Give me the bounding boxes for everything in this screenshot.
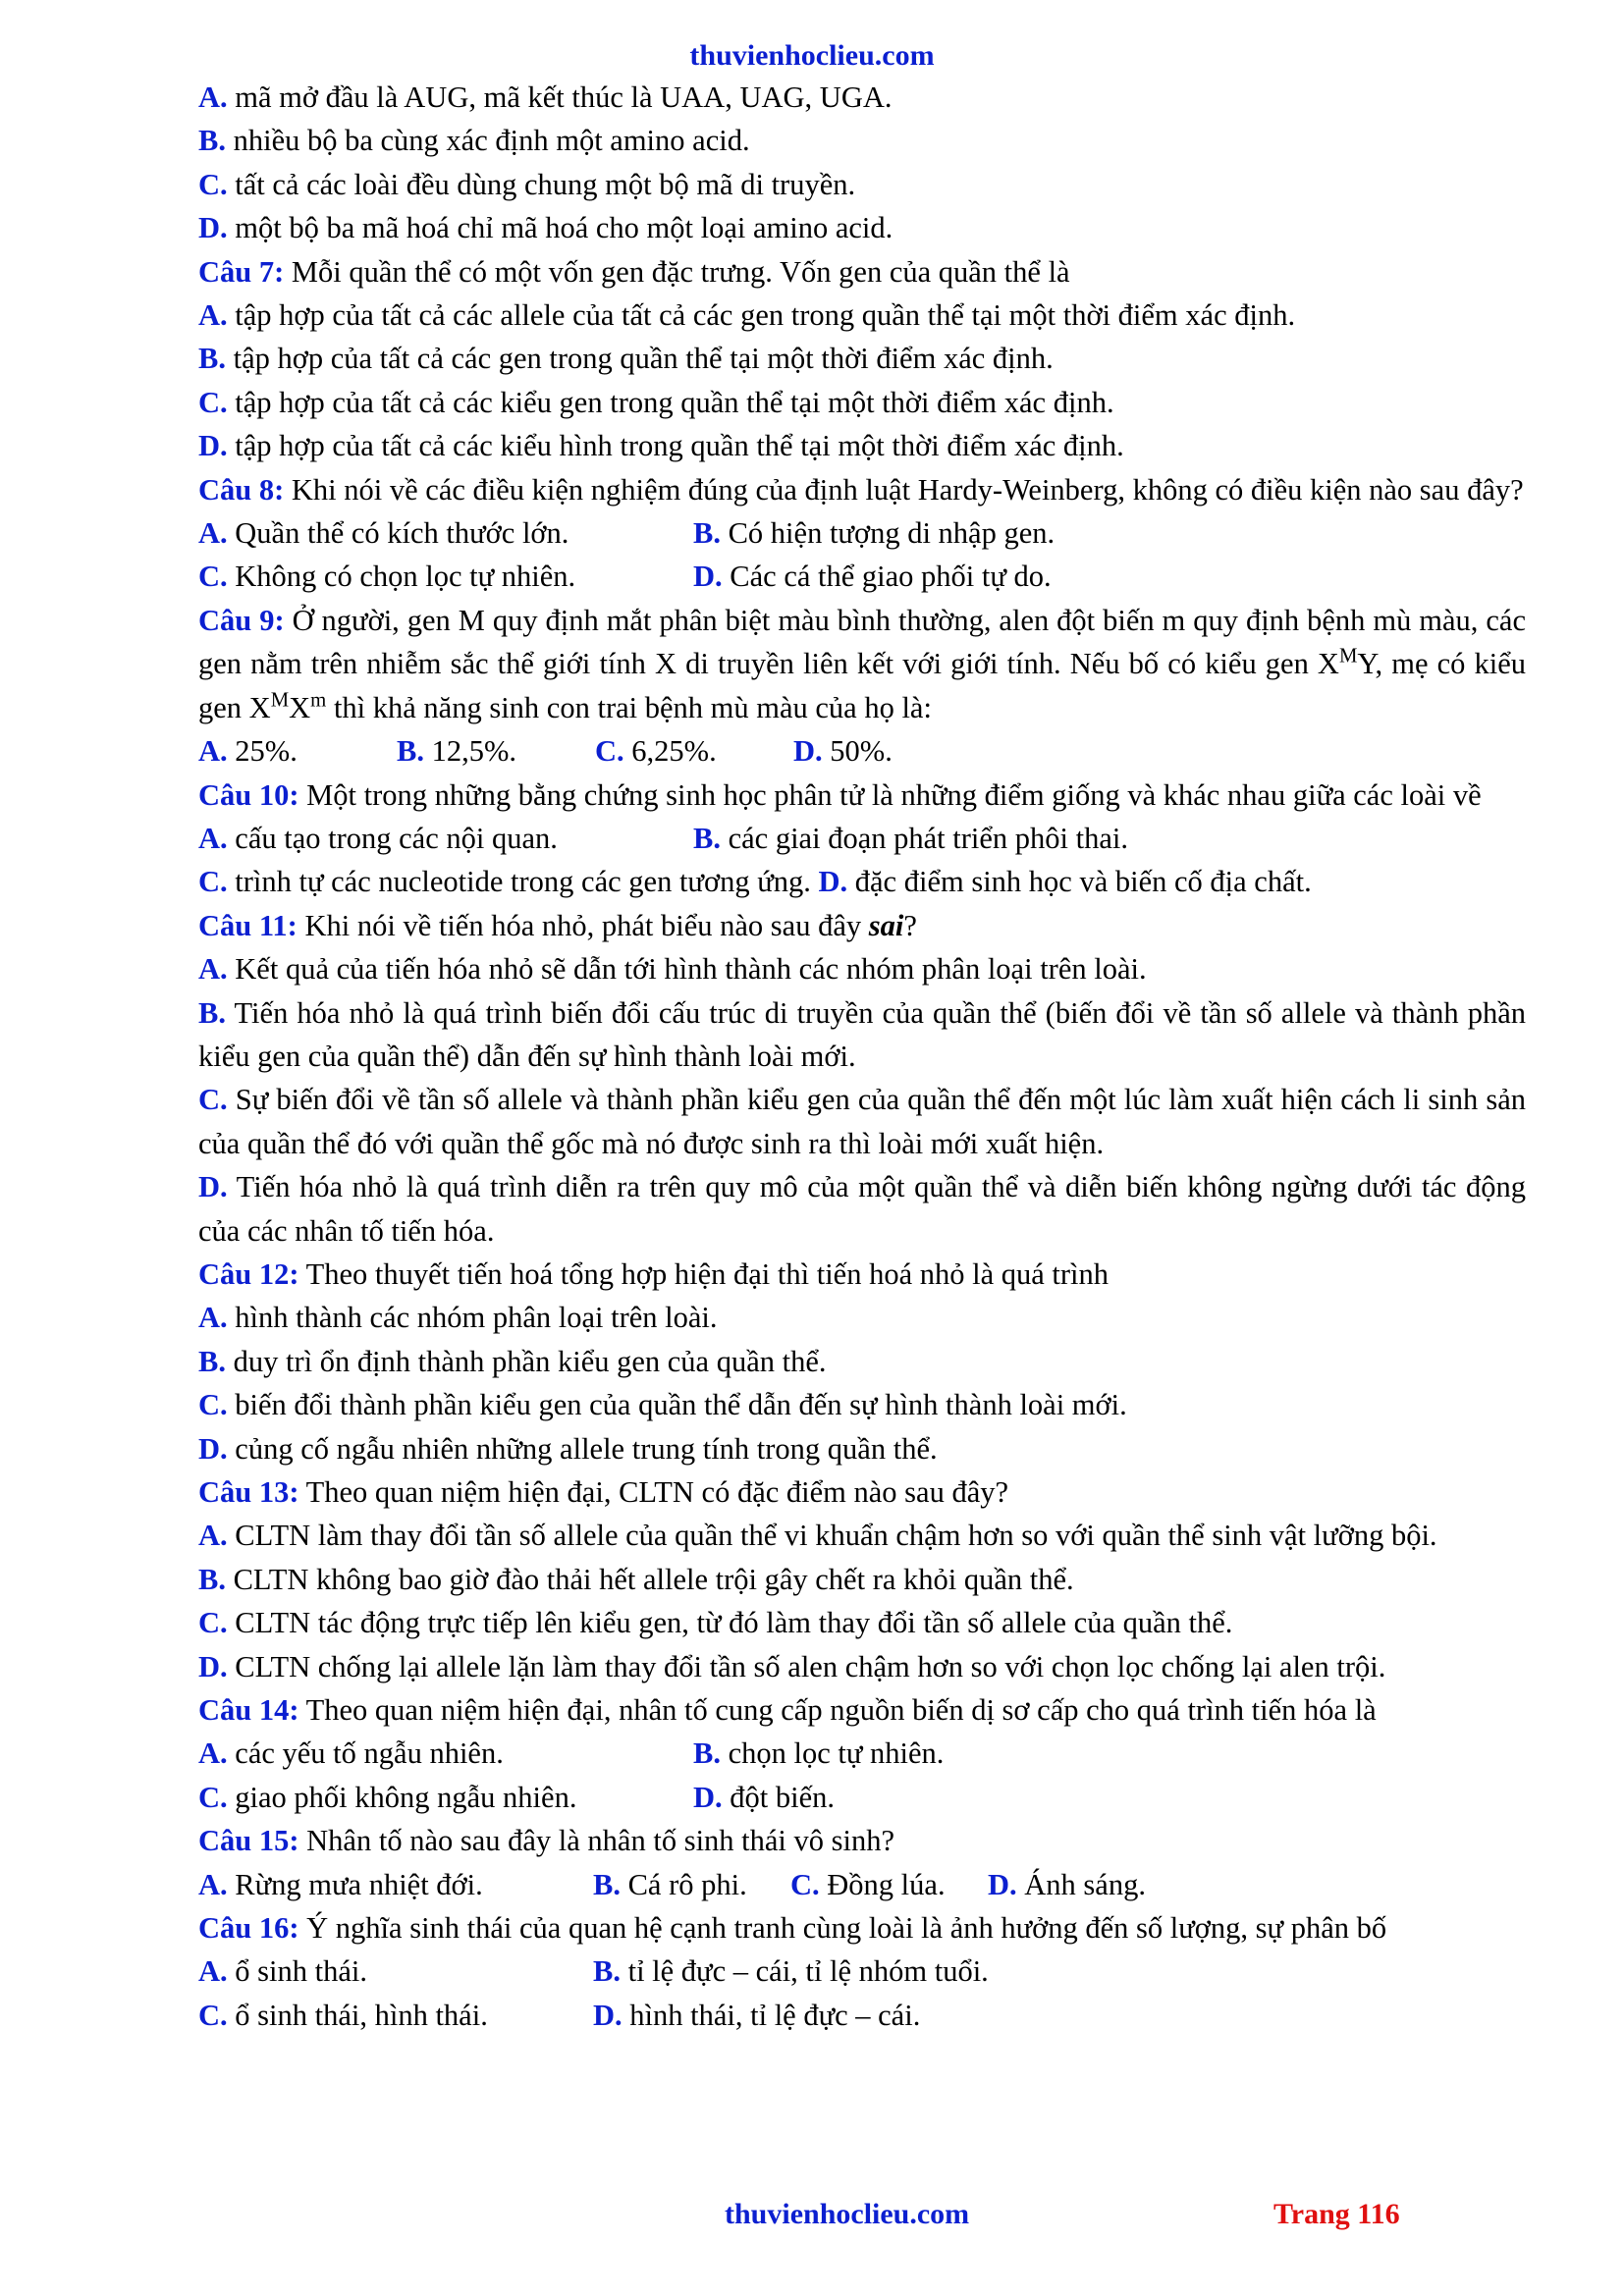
option-label: B. (198, 995, 226, 1030)
q15-option-b (593, 1863, 790, 1906)
option-label: A. (198, 1519, 228, 1553)
option-text: CLTN làm thay đổi tần số allele của quần thể vi khuẩn chậm hơn so với quần thể sinh vật lưỡng bội. (235, 1519, 1437, 1553)
option-label: A. (198, 734, 228, 769)
option-label: D. (818, 865, 848, 899)
option-label: A. (198, 1867, 228, 1901)
q10-option-c (198, 865, 811, 898)
option-label: D. (198, 429, 228, 463)
q8-options-row1 (198, 511, 1526, 555)
option-text: Sự biến đổi về tần số allele và thành phần kiểu gen của quần thể đến một lúc làm xuất hiện cách li sinh sản của quần thể đó với quần thể gốc mà nó được sinh ra thì loài mới xuất hiện. (198, 1083, 1526, 1160)
q16-stem (198, 1906, 1526, 1949)
question-text: thì khả năng sinh con trai bệnh mù màu của họ là: (326, 690, 932, 724)
option-text: tập hợp của tất cả các kiểu hình trong quần thể tại một thời điểm xác định. (235, 429, 1124, 463)
q15-option-c (790, 1863, 988, 1906)
option-label: D. (793, 734, 823, 769)
question-label: Câu 7: (198, 254, 285, 289)
option-text: Đồng lúa. (827, 1867, 946, 1901)
question-text: Y, mẹ có kiểu gen X (198, 647, 1526, 724)
question-text: Mỗi quần thể có một vốn gen đặc trưng. Vốn gen của quần thể là (291, 254, 1070, 289)
q6-option-c (198, 163, 1526, 206)
q16-options-row2 (198, 1994, 1526, 2037)
q16-option-c (198, 1994, 593, 2037)
emphasis-text: sai (868, 908, 904, 942)
option-text: giao phối không ngẫu nhiên. (235, 1780, 577, 1814)
q10-options-row1 (198, 817, 1526, 860)
option-text: Không có chọn lọc tự nhiên. (235, 560, 576, 594)
q14-options-row1 (198, 1732, 1526, 1775)
question-text: Theo quan niệm hiện đại, CLTN có đặc điểm nào sau đây? (305, 1475, 1009, 1509)
option-label: B. (593, 1867, 621, 1901)
option-label: D. (593, 1998, 623, 2032)
option-text: tất cả các loài đều dùng chung một bộ mã di truyền. (235, 167, 856, 201)
q7-stem (198, 250, 1526, 294)
option-label: B. (593, 1954, 621, 1989)
option-text: Quần thể có kích thước lớn. (235, 516, 569, 551)
superscript: M (1338, 645, 1358, 667)
question-text: Ý nghĩa sinh thái của quan hệ cạnh tranh cùng loài là ảnh hưởng đến số lượng, sự phân bố (306, 1911, 1387, 1946)
q11-option-c (198, 1078, 1526, 1165)
option-text: một bộ ba mã hoá chỉ mã hoá cho một loại amino acid. (235, 211, 893, 245)
option-text: tỉ lệ đực – cái, tỉ lệ nhóm tuổi. (627, 1954, 989, 1989)
option-label: B. (693, 1736, 721, 1771)
question-text: Theo quan niệm hiện đại, nhân tố cung cấp nguồn biến dị sơ cấp cho quá trình tiến hóa là (305, 1693, 1377, 1728)
option-text: CLTN không bao giờ đào thải hết allele trội gây chết ra khỏi quần thể. (233, 1562, 1074, 1596)
page-number: Trang 116 (1273, 2198, 1400, 2230)
question-text: Một trong những bằng chứng sinh học phân tử là những điểm giống và khác nhau giữa các loài về (306, 777, 1482, 812)
q14-option-b (693, 1732, 1526, 1775)
option-label: B. (198, 124, 226, 158)
q13-option-a (198, 1514, 1526, 1557)
option-text: CLTN chống lại allele lặn làm thay đổi tần số alen chậm hơn so với chọn lọc chống lại alen trội. (235, 1649, 1386, 1683)
option-label: B. (198, 1344, 226, 1378)
page-content (198, 76, 1526, 2037)
option-label: B. (693, 821, 721, 855)
q8-option-b (693, 511, 1526, 555)
q13-option-d (198, 1645, 1526, 1688)
option-label: B. (397, 734, 424, 769)
option-label: C. (198, 385, 228, 419)
option-label: C. (790, 1867, 820, 1901)
q15-option-a (198, 1863, 593, 1906)
option-label: D. (198, 1649, 228, 1683)
q11-option-d (198, 1165, 1526, 1253)
q16-option-a (198, 1949, 593, 1993)
option-label: A. (198, 952, 228, 987)
question-text: Khi nói về tiến hóa nhỏ, phát biểu nào sau đây (304, 908, 862, 942)
option-label: D. (198, 1170, 228, 1204)
option-text: trình tự các nucleotide trong các gen tương ứng. (235, 865, 811, 899)
q16-options-row1 (198, 1949, 1526, 1993)
q9-options (198, 729, 1526, 773)
q10-option-d (818, 865, 1311, 898)
q7-option-c (198, 381, 1526, 424)
q9-option-c (595, 729, 793, 773)
option-text: tập hợp của tất cả các kiểu gen trong quần thể tại một thời điểm xác định. (235, 385, 1114, 419)
q14-option-a (198, 1732, 693, 1775)
option-label: B. (198, 342, 226, 376)
q7-option-b (198, 337, 1526, 380)
option-text: ổ sinh thái, hình thái. (235, 1998, 488, 2032)
option-text: ổ sinh thái. (235, 1954, 367, 1989)
option-text: duy trì ổn định thành phần kiểu gen của quần thể. (233, 1344, 827, 1378)
q8-option-d (693, 555, 1526, 598)
superscript: M (270, 689, 290, 712)
option-text: các giai đoạn phát triển phôi thai. (728, 821, 1128, 855)
option-label: D. (988, 1867, 1017, 1901)
option-label: C. (198, 1083, 228, 1117)
option-text: Có hiện tượng di nhập gen. (728, 516, 1056, 551)
option-label: C. (198, 167, 228, 201)
q12-option-a (198, 1296, 1526, 1339)
question-label: Câu 16: (198, 1911, 299, 1946)
q15-options (198, 1863, 1526, 1906)
option-text: 12,5%. (431, 734, 517, 769)
option-text: biến đổi thành phần kiểu gen của quần thể dẫn đến sự hình thành loài mới. (235, 1388, 1127, 1422)
question-label: Câu 10: (198, 777, 299, 812)
option-label: A. (198, 1301, 228, 1335)
q8-options-row2 (198, 555, 1526, 598)
q8-option-a (198, 511, 693, 555)
q12-option-d (198, 1427, 1526, 1470)
header-site[interactable]: thuvienhoclieu.com (689, 39, 935, 72)
q14-option-d (693, 1776, 1526, 1819)
option-label: C. (198, 1606, 228, 1640)
option-label: B. (198, 1562, 226, 1596)
q9-option-d (793, 729, 1526, 773)
q8-option-c (198, 555, 693, 598)
q6-option-d (198, 206, 1526, 249)
q12-stem (198, 1253, 1526, 1296)
option-label: C. (198, 1998, 228, 2032)
question-text: Theo thuyết tiến hoá tổng hợp hiện đại thì tiến hoá nhỏ là quá trình (305, 1256, 1110, 1291)
question-text: Ở người, gen M quy định mắt phân biệt màu bình thường, alen đột biến m quy định bệnh mù màu, các gen nằm trên nhiễm sắc thể giới tính X di truyền liên kết với giới tính. Nếu bố có kiểu gen X (198, 603, 1526, 681)
option-text: Tiến hóa nhỏ là quá trình diễn ra trên quy mô của một quần thể và diễn biến không ngừng dưới tác động của các nhân tố tiến hóa. (198, 1170, 1527, 1248)
option-text: 6,25%. (631, 734, 717, 769)
q9-stem (198, 599, 1526, 729)
option-text: Ánh sáng. (1024, 1867, 1146, 1901)
q10-option-a (198, 817, 693, 860)
option-label: A. (198, 80, 228, 114)
q14-option-c (198, 1776, 693, 1819)
option-label: A. (198, 1736, 228, 1771)
question-label: Câu 8: (198, 472, 285, 507)
q7-option-d (198, 424, 1526, 467)
q11-option-a (198, 947, 1526, 990)
option-text: chọn lọc tự nhiên. (728, 1736, 945, 1771)
option-text: mã mở đầu là AUG, mã kết thúc là UAA, UAG, UGA. (235, 80, 893, 114)
option-text: 50%. (830, 734, 893, 769)
option-label: A. (198, 821, 228, 855)
option-text: đặc điểm sinh học và biến cố địa chất. (854, 865, 1312, 899)
q13-stem (198, 1470, 1526, 1514)
question-label: Câu 13: (198, 1475, 299, 1509)
q13-option-b (198, 1558, 1526, 1601)
footer-site[interactable]: thuvienhoclieu.com (725, 2198, 970, 2230)
option-label: D. (693, 1780, 723, 1814)
q15-stem (198, 1819, 1526, 1862)
option-text: cấu tạo trong các nội quan. (235, 821, 558, 855)
q11-option-b (198, 991, 1526, 1079)
option-label: A. (198, 1954, 228, 1989)
option-label: C. (198, 560, 228, 594)
question-text: Nhân tố nào sau đây là nhân tố sinh thái vô sinh? (306, 1824, 895, 1858)
option-text: 25%. (235, 734, 298, 769)
question-label: Câu 9: (198, 603, 285, 637)
option-text: các yếu tố ngẫu nhiên. (235, 1736, 504, 1771)
question-label: Câu 14: (198, 1693, 299, 1728)
q16-option-b (593, 1954, 989, 1988)
option-text: CLTN tác động trực tiếp lên kiểu gen, từ đó làm thay đổi tần số allele của quần thể. (235, 1606, 1233, 1640)
option-label: D. (198, 211, 228, 245)
superscript: m (310, 689, 327, 712)
q10-stem (198, 774, 1526, 817)
option-label: C. (198, 1388, 228, 1422)
q15-option-d (988, 1868, 1146, 1901)
q14-options-row2 (198, 1776, 1526, 1819)
q6-option-b (198, 119, 1526, 162)
q9-option-a (198, 729, 397, 773)
option-text: Rừng mưa nhiệt đới. (235, 1867, 483, 1901)
q10-option-b (693, 817, 1526, 860)
option-label: C. (595, 734, 624, 769)
option-text: Cá rô phi. (627, 1867, 747, 1901)
q6-option-a (198, 76, 1526, 119)
option-text: nhiều bộ ba cùng xác định một amino acid. (233, 124, 750, 158)
option-label: A. (198, 516, 228, 551)
q7-option-a (198, 294, 1526, 337)
option-text: Tiến hóa nhỏ là quá trình biến đổi cấu trúc di truyền của quần thể (biến đổi về tần số allele và thành phần kiểu gen của quần thể) dẫn đến sự hình thành loài mới. (198, 995, 1526, 1073)
option-label: B. (693, 516, 721, 551)
q11-stem (198, 904, 1526, 947)
q10-options-row2 (198, 860, 1526, 903)
q12-option-b (198, 1340, 1526, 1383)
option-text: tập hợp của tất cả các gen trong quần thể tại một thời điểm xác định. (233, 342, 1054, 376)
q16-option-d (593, 1999, 920, 2032)
option-label: C. (198, 865, 228, 899)
q12-option-c (198, 1383, 1526, 1426)
option-text: hình thái, tỉ lệ đực – cái. (629, 1998, 921, 2032)
q8-stem (198, 468, 1526, 511)
q14-stem (198, 1688, 1526, 1732)
option-text: đột biến. (730, 1780, 836, 1814)
q13-option-c (198, 1601, 1526, 1644)
option-text: tập hợp của tất cả các allele của tất cả các gen trong quần thể tại một thời điểm xác định. (235, 298, 1296, 333)
question-text: ? (903, 908, 917, 942)
question-text: X (289, 690, 311, 724)
option-text: hình thành các nhóm phân loại trên loài. (235, 1301, 718, 1335)
question-text: Khi nói về các điều kiện nghiệm đúng của định luật Hardy-Weinberg, không có điều kiện nào sau đây? (291, 472, 1524, 507)
option-label: C. (198, 1780, 228, 1814)
option-label: D. (198, 1431, 228, 1466)
question-label: Câu 12: (198, 1256, 299, 1291)
option-text: Kết quả của tiến hóa nhỏ sẽ dẫn tới hình thành các nhóm phân loại trên loài. (235, 952, 1147, 987)
question-label: Câu 15: (198, 1824, 299, 1858)
q9-option-b (397, 729, 595, 773)
option-label: D. (693, 560, 723, 594)
option-text: củng cố ngẫu nhiên những allele trung tính trong quần thể. (235, 1431, 938, 1466)
option-text: Các cá thể giao phối tự do. (730, 560, 1052, 594)
option-label: A. (198, 298, 228, 333)
question-label: Câu 11: (198, 908, 298, 942)
